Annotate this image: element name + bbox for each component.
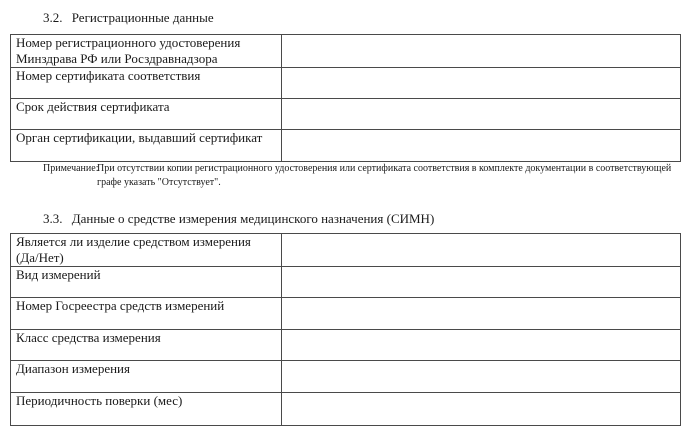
field-value-measurement-range[interactable] — [282, 361, 681, 393]
table-row — [11, 298, 681, 330]
section-title: Данные о средстве измерения медицинского назначения (СИМН) — [71, 211, 435, 226]
field-label-measurement-type: Вид измерений — [11, 267, 282, 298]
table-row — [11, 130, 681, 162]
field-label-registration-number: Номер регистрационного удостоверения Минздрава РФ или Росздравнадзора — [11, 35, 282, 68]
field-label-accuracy-class: Класс средства измерения — [11, 330, 282, 361]
section-heading-simn — [43, 211, 434, 227]
field-label-certificate-validity: Срок действия сертификата — [11, 99, 282, 130]
table-row — [11, 234, 681, 267]
table-row — [11, 361, 681, 393]
section-heading-registration — [43, 10, 214, 26]
registration-table — [10, 34, 681, 162]
table-row — [11, 99, 681, 130]
field-label-verification-interval: Периодичность поверки (мес) — [11, 393, 282, 426]
field-value-accuracy-class[interactable] — [282, 330, 681, 361]
section-number: 3.3. — [43, 211, 63, 226]
table-row — [11, 35, 681, 68]
field-value-verification-interval[interactable] — [282, 393, 681, 426]
field-label-state-register-number: Номер Госреестра средств измерений — [11, 298, 282, 330]
table-row — [11, 330, 681, 361]
field-label-certificate-number: Номер сертификата соответствия — [11, 68, 282, 99]
field-label-measurement-range: Диапазон измерения — [11, 361, 282, 393]
field-value-state-register-number[interactable] — [282, 298, 681, 330]
field-label-is-measuring-device: Является ли изделие средством измерения (Да/Нет) — [11, 234, 282, 267]
field-value-registration-number[interactable] — [282, 35, 681, 68]
field-value-certificate-number[interactable] — [282, 68, 681, 99]
field-value-certificate-validity[interactable] — [282, 99, 681, 130]
table-row — [11, 267, 681, 298]
field-value-is-measuring-device[interactable] — [282, 234, 681, 267]
section-number: 3.2. — [43, 10, 63, 25]
field-value-measurement-type[interactable] — [282, 267, 681, 298]
note-label: Примечание: — [43, 163, 99, 174]
field-value-certification-body[interactable] — [282, 130, 681, 162]
table-row — [11, 393, 681, 426]
note-text: При отсутствии копии регистрационного удостоверения или сертификата соответствия в комплекте документации в соответствующей графе указать "Отсутствует". — [97, 163, 672, 188]
table-row — [11, 68, 681, 99]
field-label-certification-body: Орган сертификации, выдавший сертификат — [11, 130, 282, 162]
section-title: Регистрационные данные — [71, 10, 214, 25]
simn-table — [10, 233, 681, 426]
